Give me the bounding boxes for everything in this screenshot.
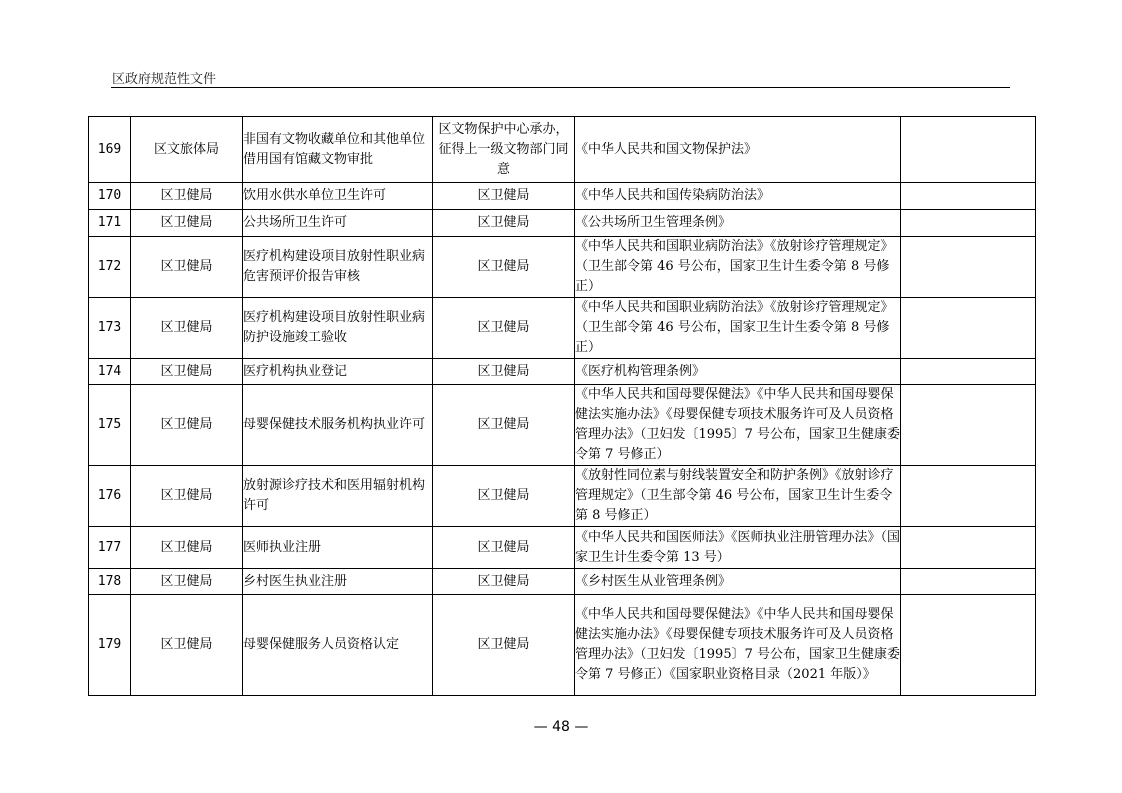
legal-basis-cell: 《中华人民共和国职业病防治法》《放射诊疗管理规定》（卫生部令第 46 号公布，国家卫生计生委令第 8 号修正） [575,298,901,359]
row-number: 171 [89,210,131,237]
department-cell: 区卫健局 [131,527,243,569]
row-number: 172 [89,237,131,298]
table-row [89,117,1036,183]
department-cell: 区卫健局 [131,385,243,466]
remarks-cell [901,117,1036,183]
item-name-cell: 饮用水供水单位卫生许可 [243,183,433,210]
row-number: 177 [89,527,131,569]
implementing-body-cell: 区卫健局 [433,237,575,298]
implementing-body-cell: 区卫健局 [433,359,575,385]
department-cell: 区卫健局 [131,237,243,298]
department-cell: 区卫健局 [131,210,243,237]
department-cell: 区卫健局 [131,595,243,696]
remarks-cell [901,569,1036,595]
remarks-cell [901,527,1036,569]
row-number: 179 [89,595,131,696]
table-row [89,595,1036,696]
item-name-cell: 母婴保健服务人员资格认定 [243,595,433,696]
remarks-cell [901,595,1036,696]
remarks-cell [901,183,1036,210]
item-name-cell: 公共场所卫生许可 [243,210,433,237]
table-row [89,298,1036,359]
implementing-body-cell: 区卫健局 [433,385,575,466]
legal-basis-cell: 《中华人民共和国母婴保健法》《中华人民共和国母婴保健法实施办法》《母婴保健专项技术服务许可及人员资格管理办法》（卫妇发〔1995〕7 号公布，国家卫生健康委令第 7 号修正）《国家职业资格目录（2021 年版）》 [575,595,901,696]
item-name-cell: 医疗机构建设项目放射性职业病防护设施竣工验收 [243,298,433,359]
approval-items-table [88,116,1036,696]
department-cell: 区卫健局 [131,466,243,527]
item-name-cell: 医疗机构执业登记 [243,359,433,385]
item-name-cell: 放射源诊疗技术和医用辐射机构许可 [243,466,433,527]
legal-basis-cell: 《放射性同位素与射线装置安全和防护条例》《放射诊疗管理规定》（卫生部令第 46 号公布，国家卫生计生委令第 8 号修正） [575,466,901,527]
legal-basis-cell: 《中华人民共和国文物保护法》 [575,117,901,183]
table-row [89,527,1036,569]
legal-basis-cell: 《中华人民共和国职业病防治法》《放射诊疗管理规定》（卫生部令第 46 号公布，国家卫生计生委令第 8 号修正） [575,237,901,298]
row-number: 173 [89,298,131,359]
row-number: 178 [89,569,131,595]
remarks-cell [901,359,1036,385]
remarks-cell [901,385,1036,466]
department-cell: 区文旅体局 [131,117,243,183]
remarks-cell [901,466,1036,527]
header-divider [111,87,1010,88]
item-name-cell: 医疗机构建设项目放射性职业病危害预评价报告审核 [243,237,433,298]
implementing-body-cell: 区卫健局 [433,210,575,237]
table-row [89,359,1036,385]
implementing-body-cell: 区卫健局 [433,183,575,210]
implementing-body-cell: 区卫健局 [433,466,575,527]
legal-basis-cell: 《中华人民共和国传染病防治法》 [575,183,901,210]
table-row [89,466,1036,527]
department-cell: 区卫健局 [131,183,243,210]
page-number: — 48 — [533,719,589,735]
department-cell: 区卫健局 [131,359,243,385]
department-cell: 区卫健局 [131,298,243,359]
row-number: 174 [89,359,131,385]
item-name-cell: 母婴保健技术服务机构执业许可 [243,385,433,466]
document-header-title: 区政府规范性文件 [112,72,217,87]
row-number: 176 [89,466,131,527]
table-row [89,385,1036,466]
legal-basis-cell: 《医疗机构管理条例》 [575,359,901,385]
implementing-body-cell: 区文物保护中心承办，征得上一级文物部门同意 [433,117,575,183]
implementing-body-cell: 区卫健局 [433,595,575,696]
row-number: 170 [89,183,131,210]
implementing-body-cell: 区卫健局 [433,527,575,569]
table-row [89,210,1036,237]
implementing-body-cell: 区卫健局 [433,569,575,595]
row-number: 169 [89,117,131,183]
item-name-cell: 乡村医生执业注册 [243,569,433,595]
remarks-cell [901,210,1036,237]
remarks-cell [901,298,1036,359]
row-number: 175 [89,385,131,466]
department-cell: 区卫健局 [131,569,243,595]
table-row [89,569,1036,595]
item-name-cell: 医师执业注册 [243,527,433,569]
implementing-body-cell: 区卫健局 [433,298,575,359]
legal-basis-cell: 《中华人民共和国母婴保健法》《中华人民共和国母婴保健法实施办法》《母婴保健专项技术服务许可及人员资格管理办法》（卫妇发〔1995〕7 号公布，国家卫生健康委令第 7 号修正） [575,385,901,466]
table-row [89,183,1036,210]
remarks-cell [901,237,1036,298]
legal-basis-cell: 《乡村医生从业管理条例》 [575,569,901,595]
item-name-cell: 非国有文物收藏单位和其他单位借用国有馆藏文物审批 [243,117,433,183]
table-row [89,237,1036,298]
legal-basis-cell: 《中华人民共和国医师法》《医师执业注册管理办法》（国家卫生计生委令第 13 号） [575,527,901,569]
legal-basis-cell: 《公共场所卫生管理条例》 [575,210,901,237]
